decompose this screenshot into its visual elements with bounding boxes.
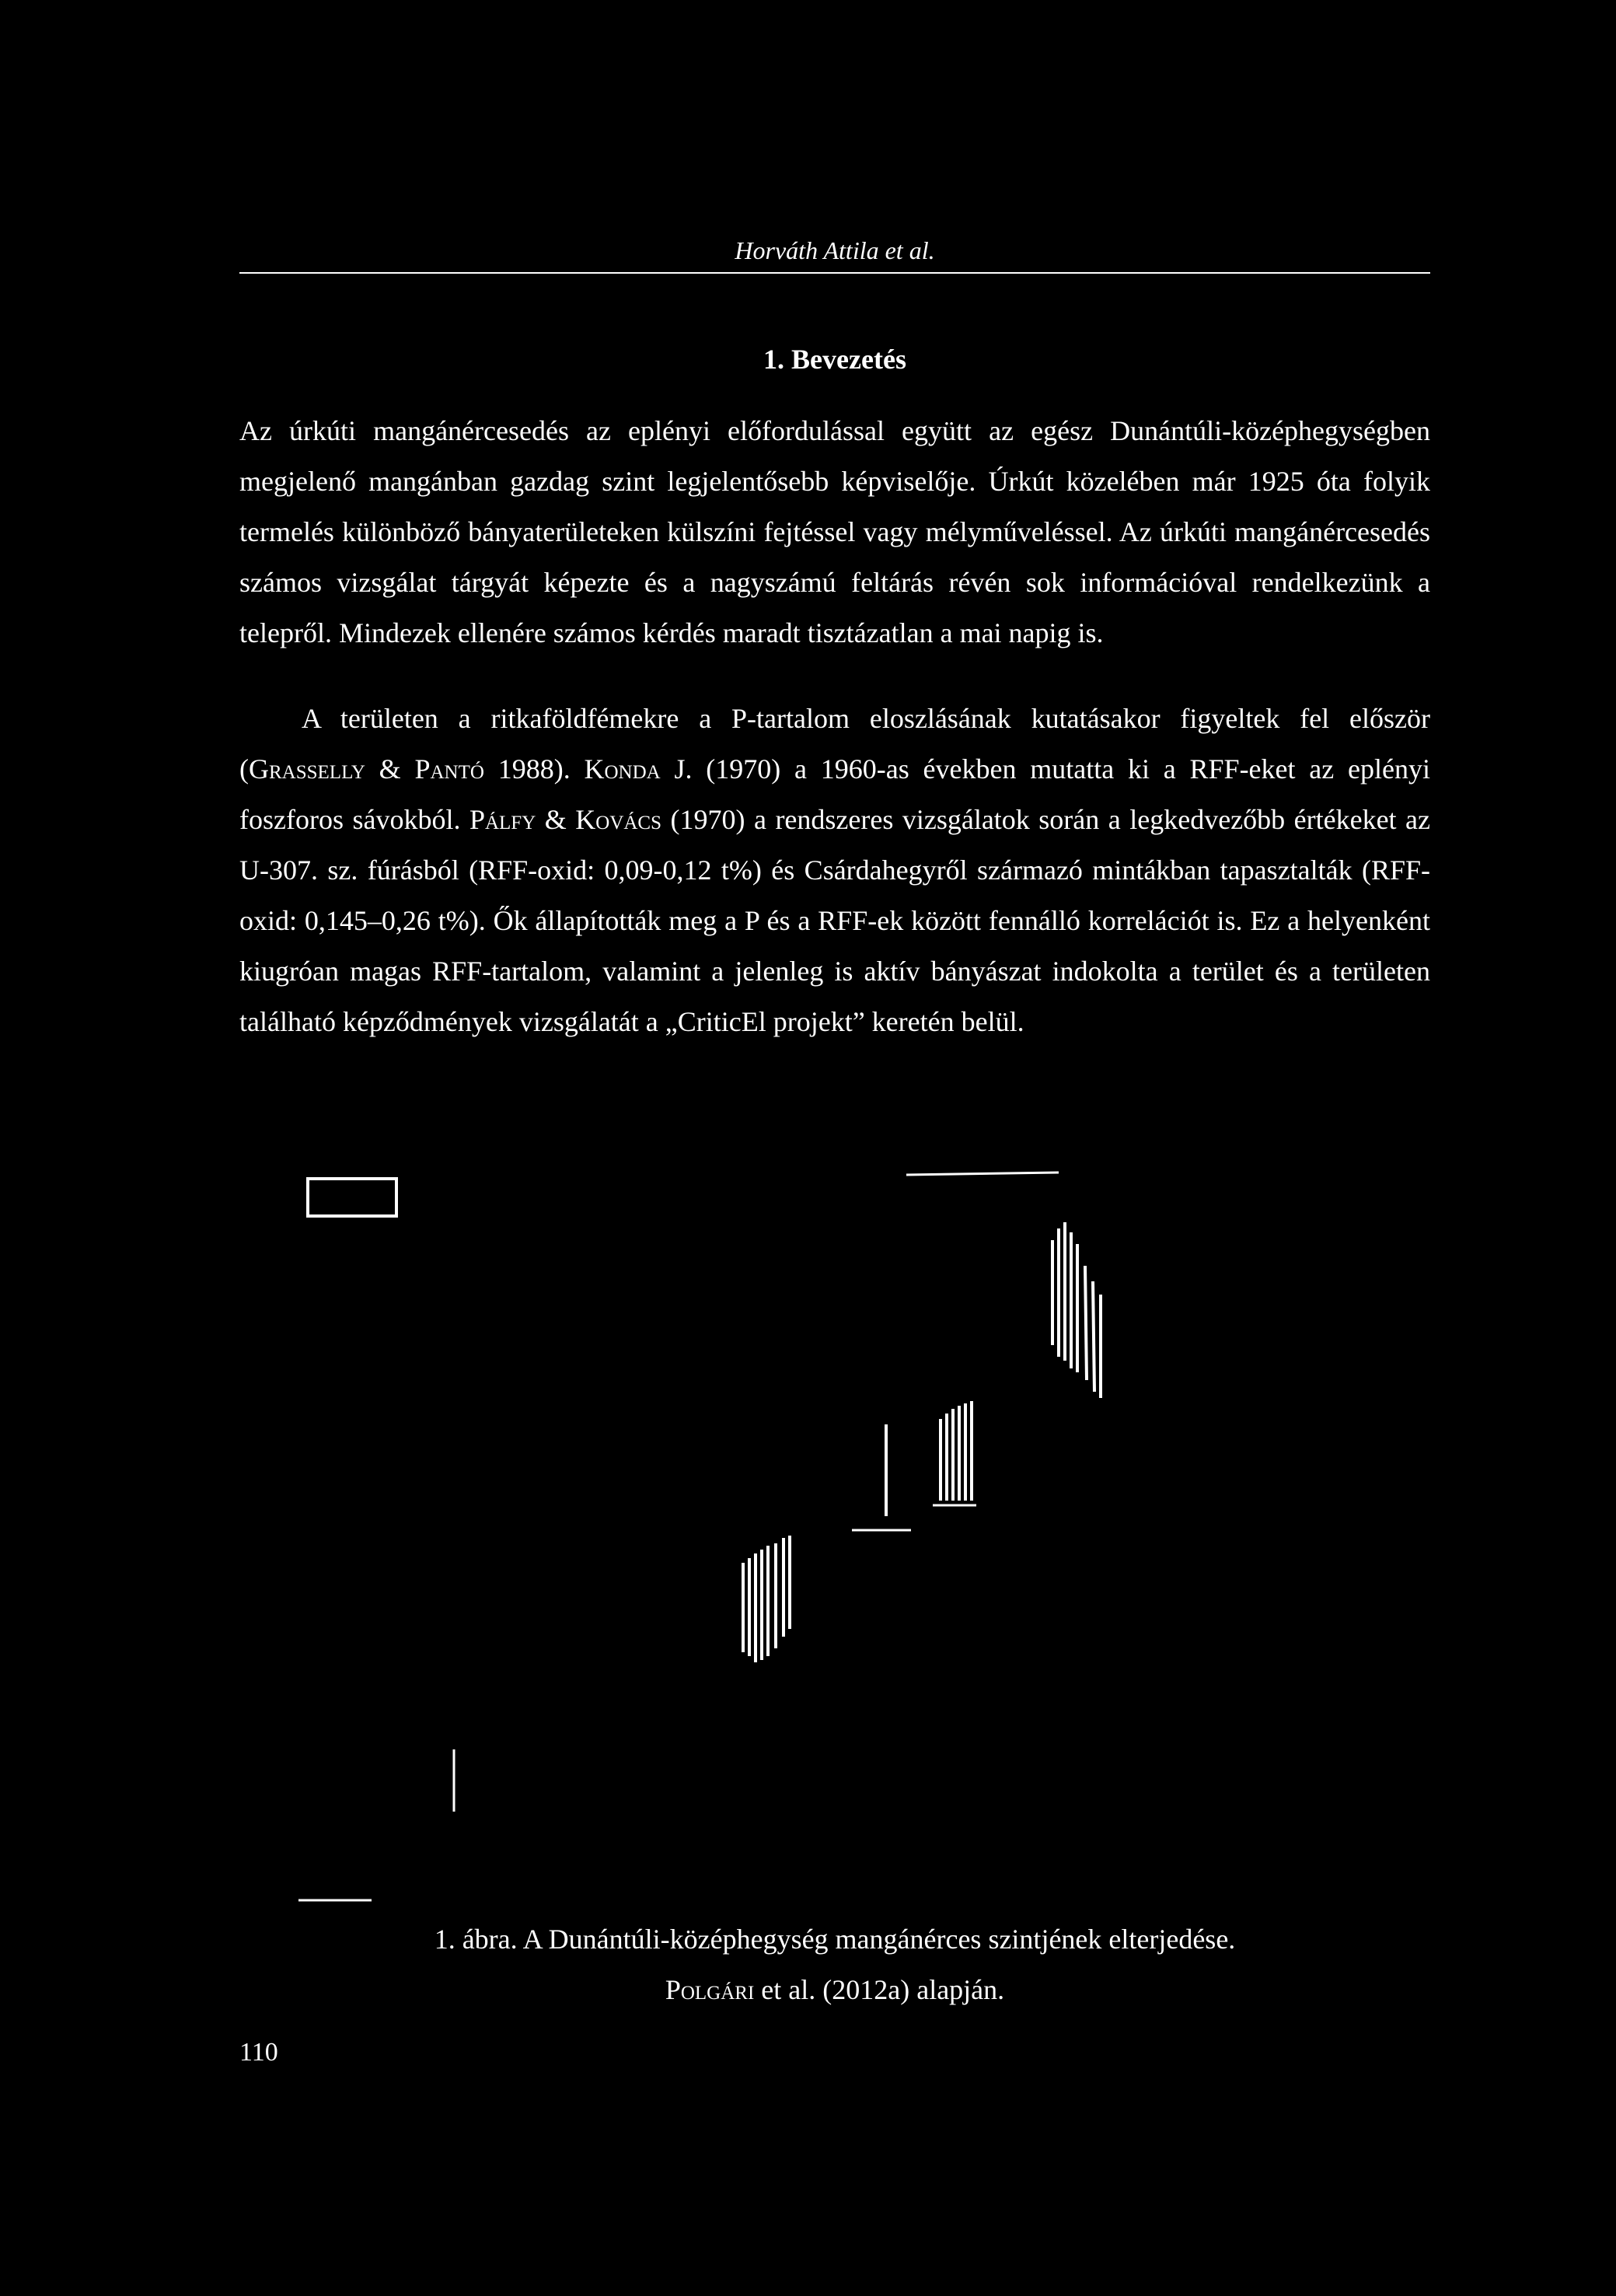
- header-rule: [239, 272, 1430, 274]
- running-header: Horváth Attila et al.: [735, 236, 935, 264]
- citation-author: Kovács: [575, 804, 662, 835]
- map-line: [906, 1172, 1059, 1175]
- text-run: J. (1970) a 1960-as években mutatta ki a RFF-eket az eplényi foszforos sávokból.: [239, 753, 1430, 835]
- text-run: A területen a ritkaföldfémekre a P-tartalom eloszlásának kutatásakor figyeltek fel először (: [239, 703, 1430, 785]
- text-run: &: [536, 804, 576, 835]
- section-heading: 1. Bevezetés: [763, 344, 906, 375]
- map-hatch-group-1: [1052, 1222, 1101, 1398]
- paragraph-ree-history: [239, 694, 1430, 1047]
- map-line: [1093, 1281, 1094, 1392]
- text-run: et al. (2012a) alapján.: [754, 1974, 1005, 2005]
- citation-author: Pálfy: [469, 804, 536, 835]
- map-hatch-group-2: [886, 1401, 972, 1516]
- text-run: &: [365, 753, 415, 785]
- figure-strokes: [298, 1172, 1101, 1900]
- citation-author: Grasselly: [249, 753, 365, 785]
- figure-caption-source: [239, 1971, 1430, 2008]
- text-run: 1988).: [483, 753, 585, 785]
- map-legend-box: [308, 1179, 396, 1216]
- paragraph-intro: Az úrkúti mangánércesedés az eplényi előfordulással együtt az egész Dunántúli-középhegységben megjelenő mangánban gazdag szint legjelentősebb képviselője. Úrkút közelében már 1925 óta folyik termelés különböző bányaterületeken külszíni fejtéssel vagy mélyműveléssel. Az úrkúti mangánércesedés számos vizsgálat tárgyát képezte és a nagyszámú feltárás révén sok információval rendelkezünk a telepről. Mindezek ellenére számos kérdés maradt tisztázatlan a mai napig is.: [239, 415, 1430, 648]
- page-number: 110: [239, 2038, 278, 2067]
- citation-author: Konda: [584, 753, 661, 785]
- citation-author: Polgári: [665, 1974, 755, 2005]
- text-run: (1970) a rendszeres vizsgálatok során a legkedvezőbb értékeket az U-307. sz. fúrásból (RFF-oxid: 0,09-0,12 t%) és Csárdahegyről származó mintákban tapasztalták (RFF-oxid: 0,145–0,26 t%). Ők állapították meg a P és a RFF-ek között fennálló korrelációt is. Ez a helyenként kiugróan magas RFF-tartalom, valamint a jelenleg is aktív bányászat indokolta a terület és a területen található képződmények vizsgálatát a „CriticEl projekt” keretén belül.: [239, 804, 1431, 1037]
- map-hatch-group-3: [743, 1536, 790, 1662]
- figure-caption: 1. ábra. A Dunántúli-középhegység mangánérces szintjének elterjedése.: [434, 1924, 1236, 1955]
- citation-author: Pantó: [414, 753, 484, 785]
- map-line: [1085, 1266, 1087, 1380]
